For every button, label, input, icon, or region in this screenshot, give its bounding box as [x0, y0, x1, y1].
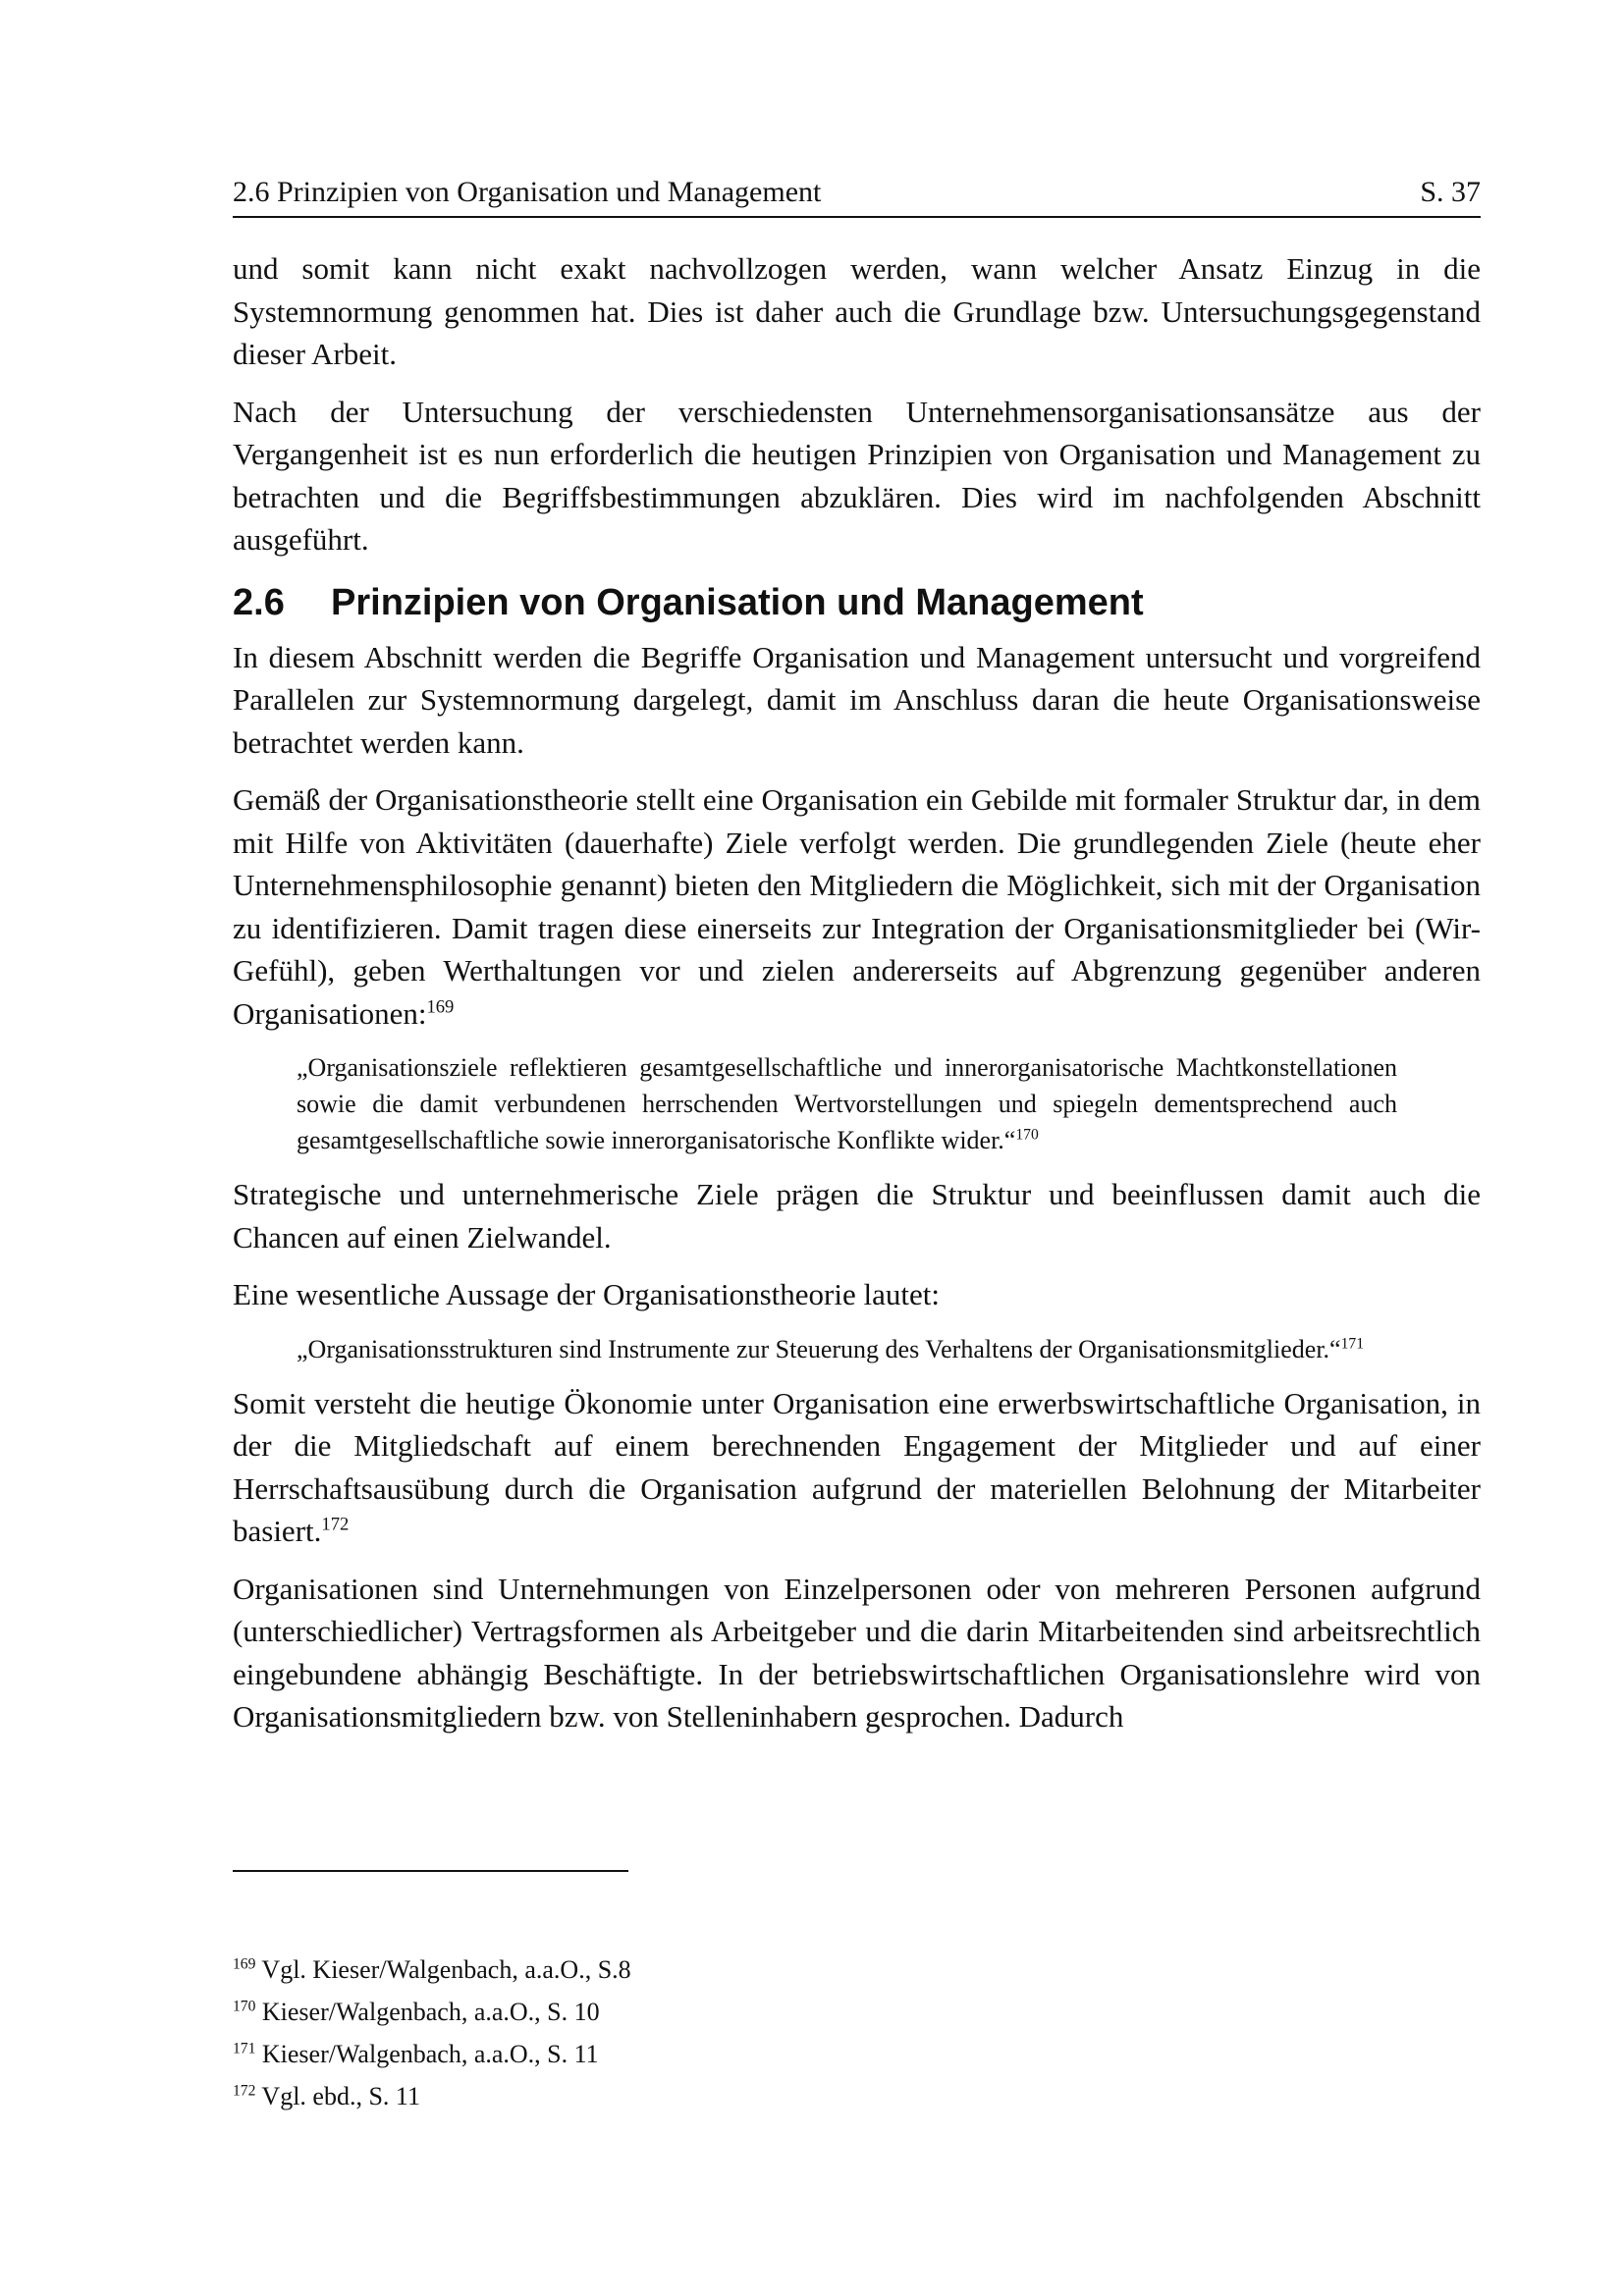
footnote-171 [233, 2033, 1481, 2075]
footnote-ref: 169 [426, 996, 455, 1018]
paragraph-strategic-goals: Strategische und unternehmerische Ziele prägen die Struktur und beeinflussen damit auch die Chancen auf einen Zielwandel. [233, 1177, 1481, 1255]
section-heading [233, 579, 1481, 626]
footnote-169 [233, 1949, 1481, 1991]
footnote-number: 169 [233, 1955, 256, 1973]
paragraph-organisations: Organisationen sind Unternehmungen von Einzelpersonen oder von mehreren Personen aufgrund (unterschiedlicher) Vertragsformen als Arbeitgeber und die darin Mitarbeitenden sind arbeitsrechtlich eingebundene abhängig Beschäftigte. In der betriebswirtschaftlichen Organisationslehre wird von Organisationsmitgliedern bzw. von Stelleninhabern gesprochen. Dadurch [233, 1571, 1481, 1734]
footnotes [233, 1949, 1481, 2117]
quote-text: „Organisationsstrukturen sind Instrumente zur Steuerung des Verhaltens der Organisationsmitglieder.“ [297, 1334, 1341, 1363]
paragraph-text: Somit versteht die heutige Ökonomie unter Organisation eine erwerbswirtschaftliche Organisation, in der die Mitgliedschaft auf einem berechnenden Engagement der Mitglieder und auf einer Herrschaftsausübung durch die Organisation aufgrund der materiellen Belohnung der Mitarbeiter basiert. [233, 1385, 1481, 1548]
paragraph-transition: Nach der Untersuchung der verschiedensten Unternehmensorganisationsansätze aus der Vergangenheit ist es nun erforderlich die heutigen Prinzipien von Organisation und Management zu betrachten und die Begriffsbestimmungen abzuklären. Dies wird im nachfolgenden Abschnitt ausgeführt. [233, 394, 1481, 557]
quote-text: „Organisationsziele reflektieren gesamtgesellschaftliche und innerorganisatorische Machtkonstellationen sowie die damit verbundenen herrschenden Wertvorstellungen und spiegeln dementsprechend auch gesamtgesellschaftliche sowie innerorganisatorische Konflikte wider.“ [297, 1053, 1397, 1154]
footnote-separator [233, 1870, 628, 1872]
footnote-ref: 170 [1015, 1126, 1039, 1144]
paragraph-text: Gemäß der Organisationstheorie stellt eine Organisation ein Gebilde mit formaler Struktur dar, in dem mit Hilfe von Aktivitäten (dauerhafte) Ziele verfolgt werden. Die grundlegenden Ziele (heute eher Unternehmensphilosophie genannt) bieten den Mitgliedern die Möglichkeit, sich mit der Organisation zu identifizieren. Damit tragen diese einerseits zur Integration der Organisationsmitglieder bei (Wir-Gefühl), geben Werthaltungen vor und zielen andererseits auf Abgrenzung gegenüber anderen Organisationen: [233, 782, 1481, 1031]
footnote-170 [233, 1991, 1481, 2033]
footnote-text: Vgl. ebd., S. 11 [255, 2082, 420, 2110]
header-page-number: S. 37 [1420, 176, 1481, 208]
running-header [233, 173, 1481, 218]
footnote-ref: 171 [1340, 1334, 1364, 1352]
footnote-number: 172 [233, 2082, 256, 2100]
header-section-title: 2.6 Prinzipien von Organisation und Management [233, 176, 822, 208]
paragraph-economy [233, 1382, 1481, 1553]
paragraph-organisation-theory [233, 778, 1481, 1035]
footnote-text: Kieser/Walgenbach, a.a.O., S. 10 [255, 1998, 600, 2026]
footnote-number: 171 [233, 2040, 256, 2057]
section-number: 2.6 [233, 581, 285, 623]
footnote-ref: 172 [321, 1514, 350, 1535]
footnote-172 [233, 2075, 1481, 2117]
footnote-number: 170 [233, 1998, 256, 2015]
body-text [233, 247, 1481, 1753]
footnote-text: Vgl. Kieser/Walgenbach, a.a.O., S.8 [255, 1955, 631, 1984]
paragraph-intro: In diesem Abschnitt werden die Begriffe Organisation und Management untersucht und vorgreifend Parallelen zur Systemnormung dargelegt, damit im Anschluss daran die heute Organisationsweise betrachtet werden kann. [233, 639, 1481, 760]
footnote-text: Kieser/Walgenbach, a.a.O., S. 11 [255, 2040, 599, 2068]
quote-organisationsziele [297, 1049, 1397, 1158]
paragraph-continued: und somit kann nicht exakt nachvollzogen werden, wann welcher Ansatz Einzug in die Systemnormung genommen hat. Dies ist daher auch die Grundlage bzw. Untersuchungsgegenstand dieser Arbeit. [233, 251, 1481, 371]
quote-organisationsstrukturen [297, 1331, 1397, 1367]
section-title: Prinzipien von Organisation und Management [331, 581, 1144, 623]
paragraph-key-statement: Eine wesentliche Aussage der Organisationstheorie lautet: [233, 1277, 940, 1311]
